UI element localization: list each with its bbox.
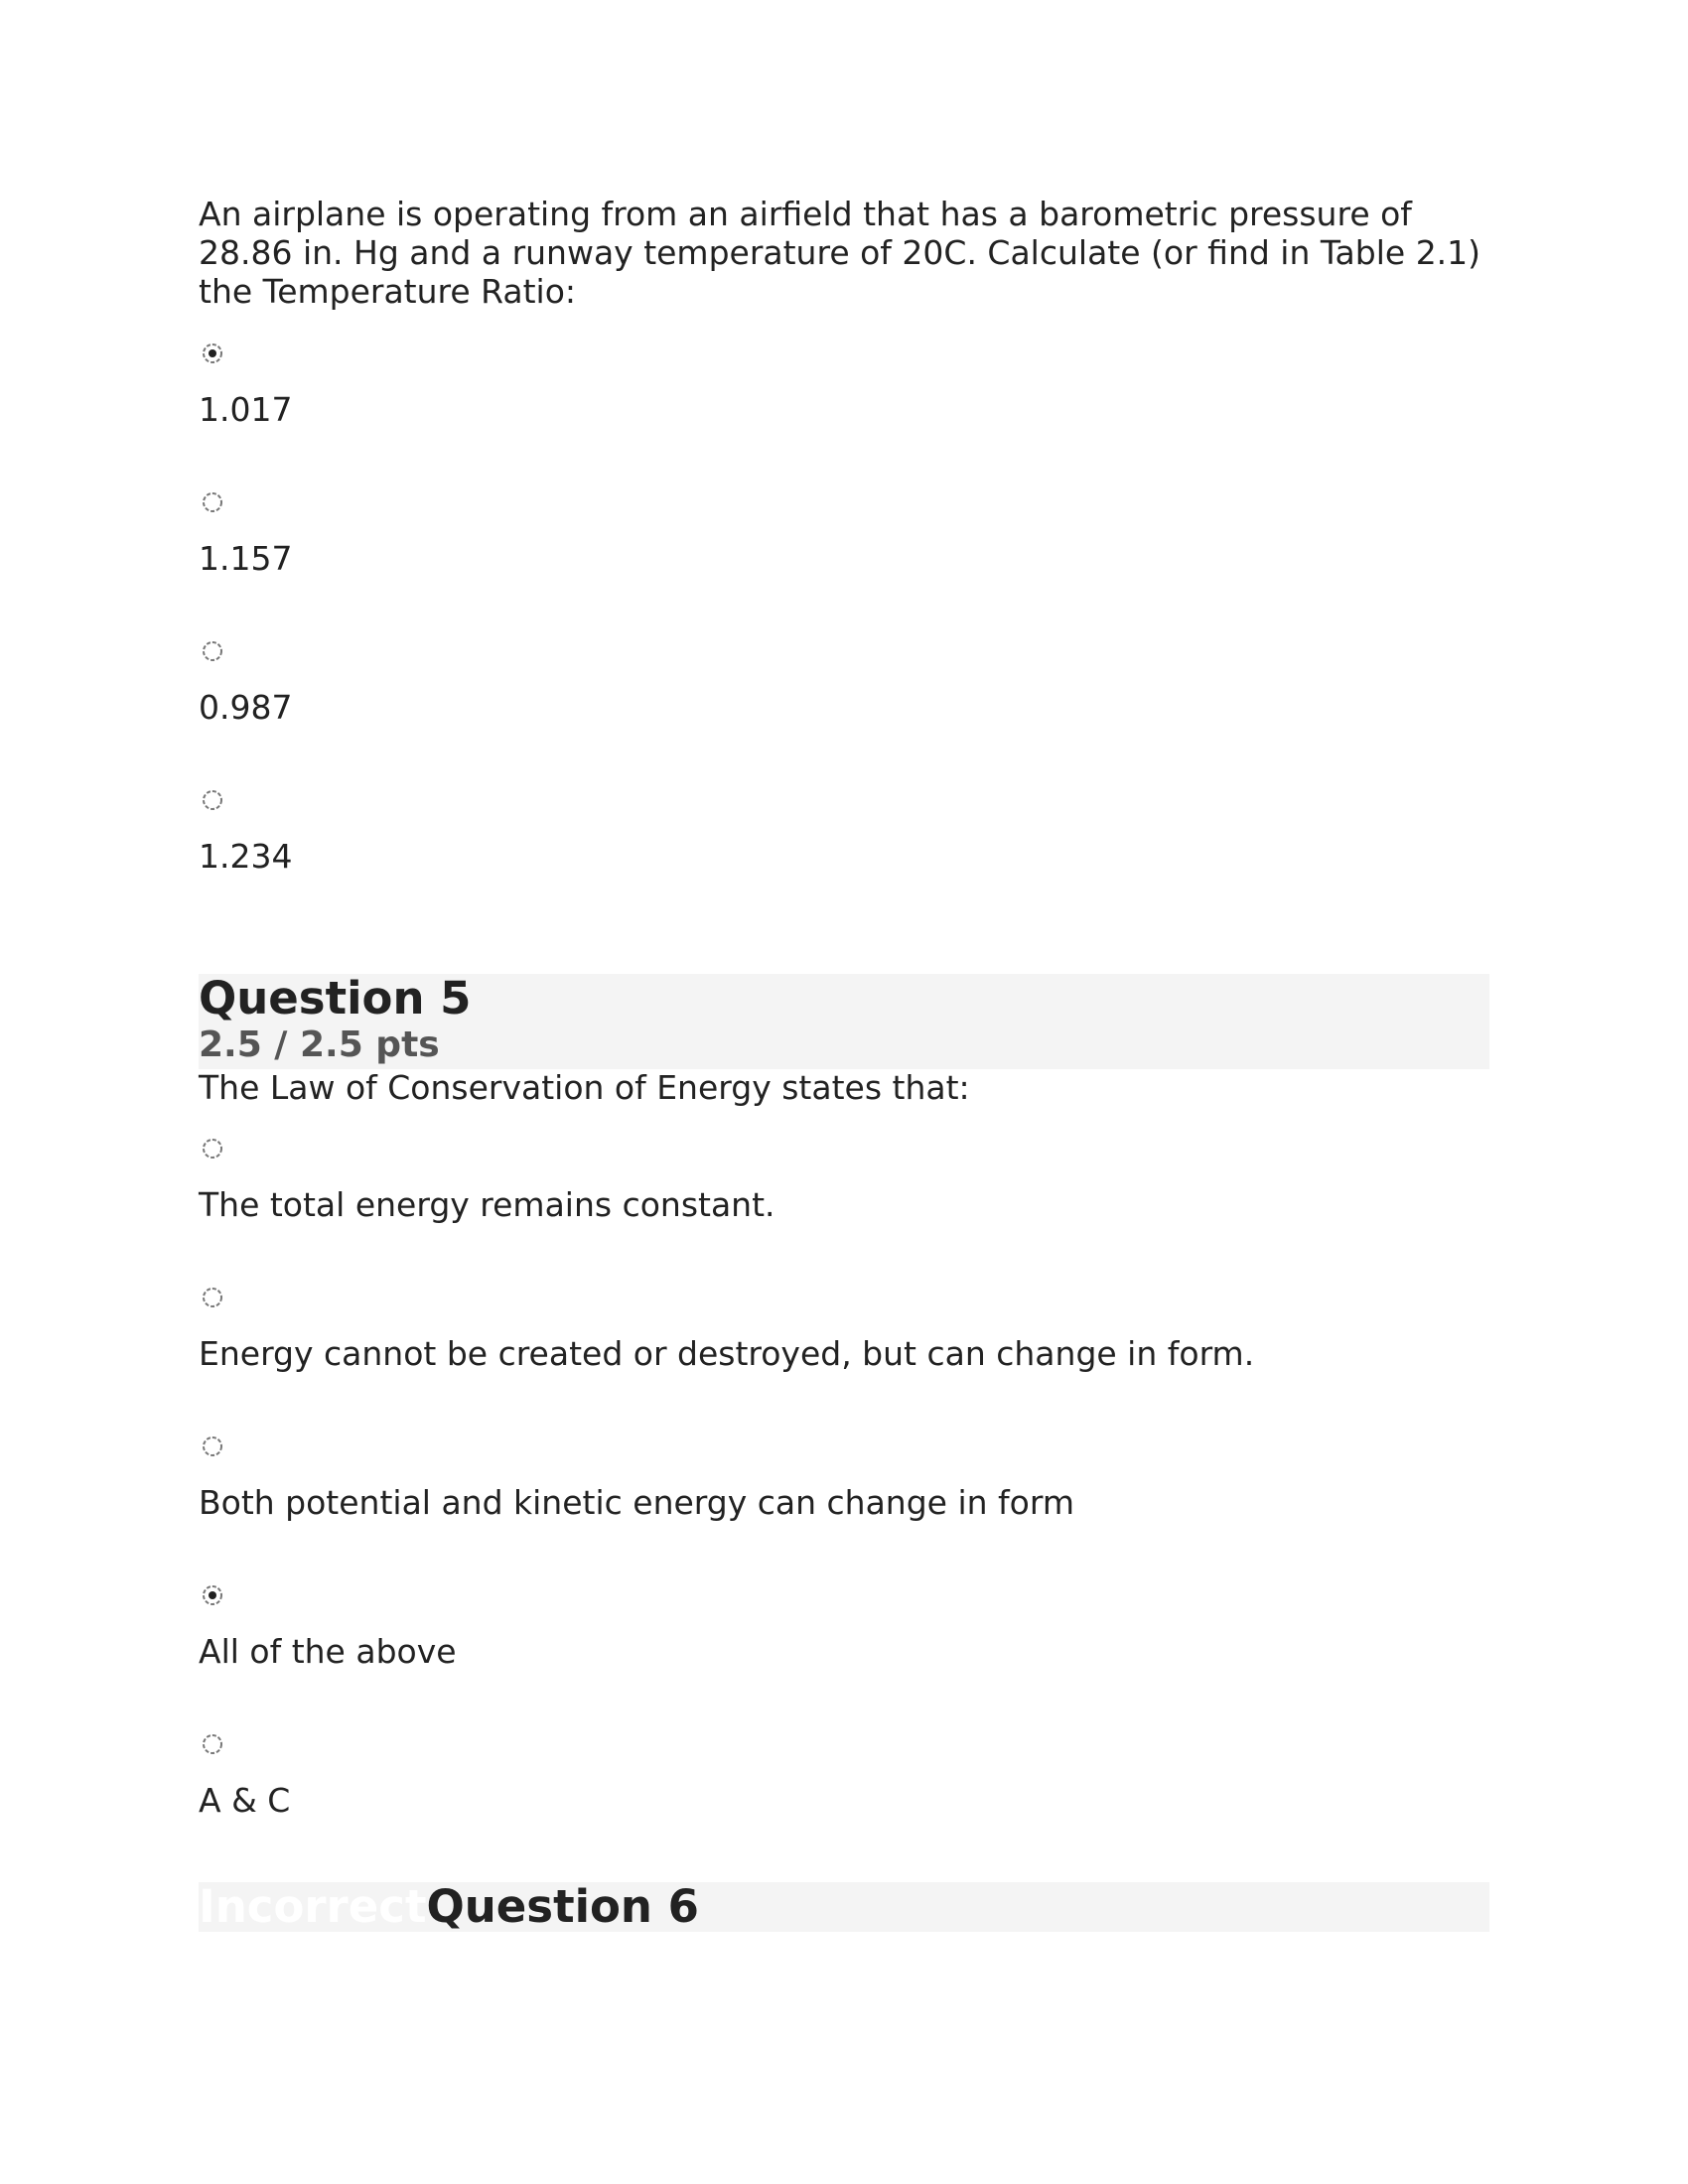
radio-selected-icon[interactable] <box>202 342 223 364</box>
radio-unselected-icon[interactable] <box>202 1435 223 1457</box>
question-5-text: The Law of Conservation of Energy states that: <box>199 1068 970 1107</box>
question-5-points: 2.5 / 2.5 pts <box>199 1024 440 1065</box>
radio-unselected-icon[interactable] <box>202 1138 223 1160</box>
option-label: The total energy remains constant. <box>199 1185 775 1224</box>
radio-unselected-icon[interactable] <box>202 491 223 513</box>
incorrect-status-label: Incorrect <box>199 1880 427 1933</box>
option-label: All of the above <box>199 1632 457 1671</box>
question-5-title: Question 5 <box>199 972 472 1024</box>
option-label: 1.234 <box>199 837 293 876</box>
question-5-header <box>199 974 1489 1069</box>
option-label: Both potential and kinetic energy can change in form <box>199 1483 1074 1522</box>
question-6-header <box>199 1882 1489 1932</box>
radio-unselected-icon[interactable] <box>202 789 223 811</box>
option-label: 1.157 <box>199 539 293 578</box>
radio-unselected-icon[interactable] <box>202 640 223 662</box>
radio-selected-icon[interactable] <box>202 1584 223 1606</box>
option-label: Energy cannot be created or destroyed, but can change in form. <box>199 1334 1255 1373</box>
radio-unselected-icon[interactable] <box>202 1733 223 1755</box>
option-label: A & C <box>199 1781 291 1820</box>
question-6-title-row <box>199 1882 699 1932</box>
option-label: 1.017 <box>199 390 293 429</box>
radio-unselected-icon[interactable] <box>202 1287 223 1308</box>
option-label: 0.987 <box>199 688 293 727</box>
question-4-text: An airplane is operating from an airfield that has a barometric pressure of 28.86 in. Hg and a runway temperature of 20C. Calculate (or find in Table 2.1) the Temperature Ratio: <box>199 195 1481 311</box>
question-6-title: Question 6 <box>426 1880 699 1933</box>
